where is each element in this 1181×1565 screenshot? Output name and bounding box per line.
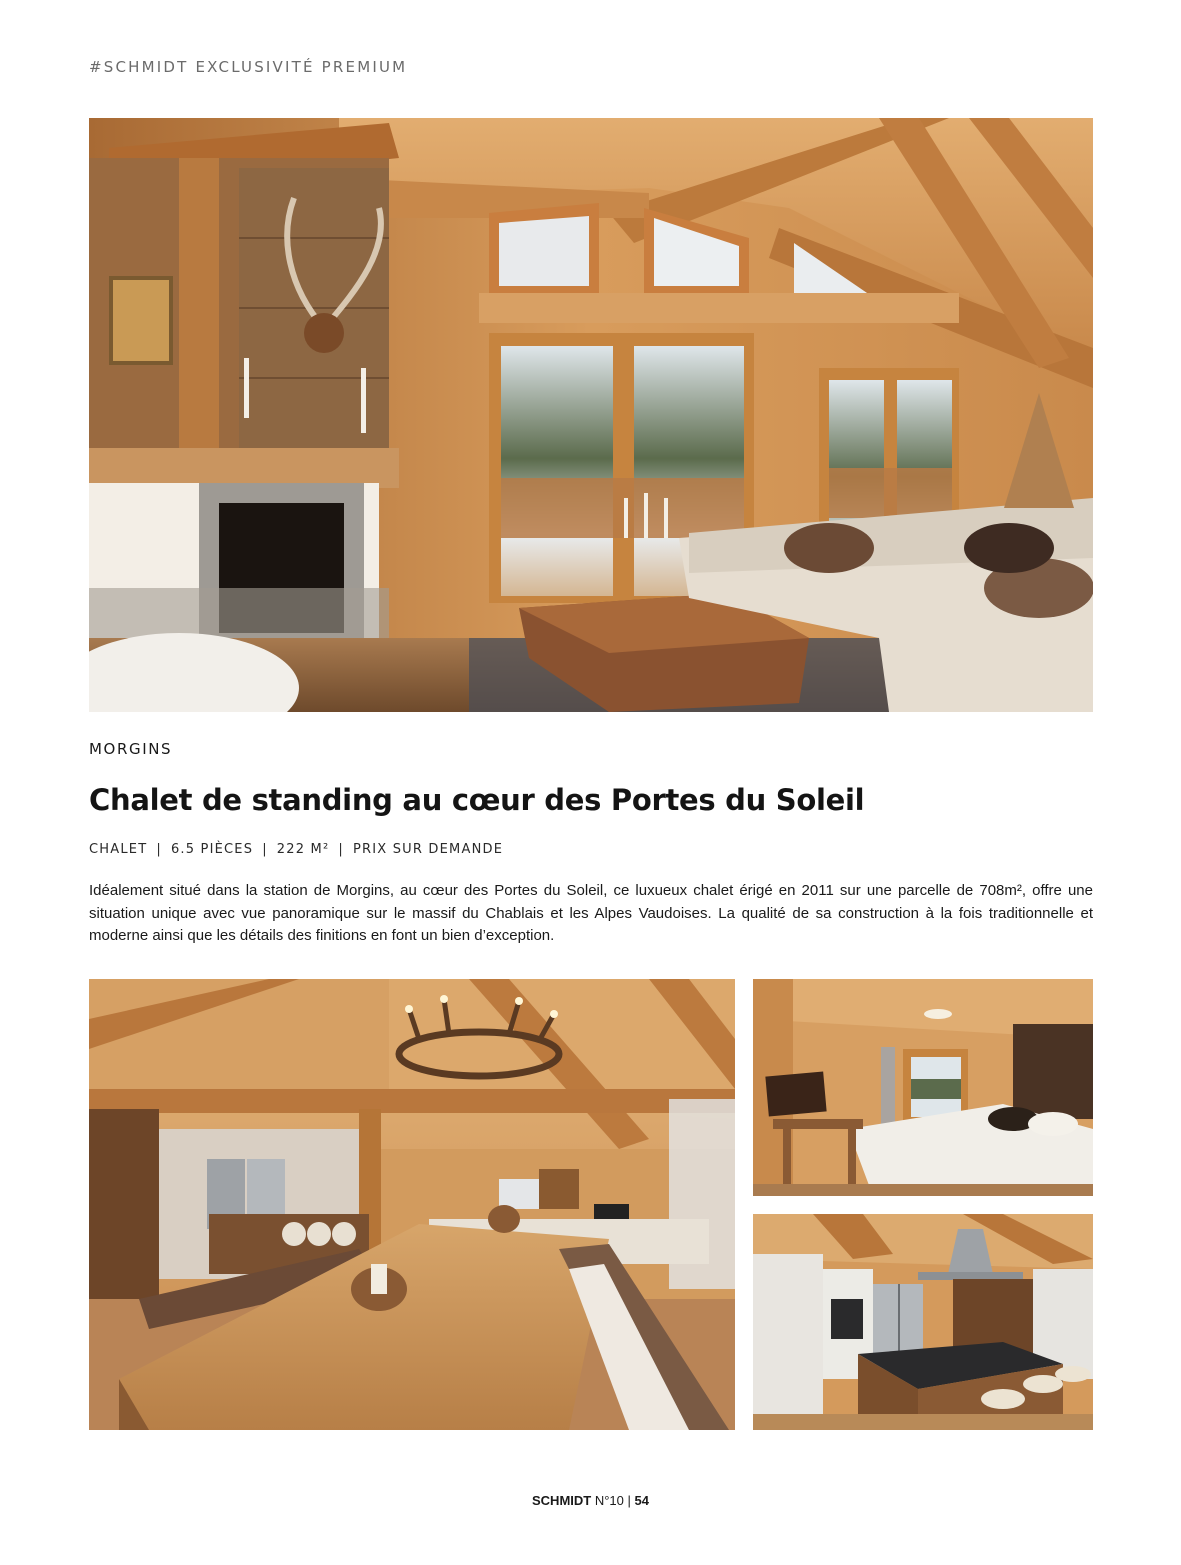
photo-bedroom xyxy=(753,979,1093,1196)
fact-separator: | xyxy=(156,842,162,857)
fact-separator: | xyxy=(338,842,344,857)
listing-description: Idéalement situé dans la station de Morgins, au cœur des Portes du Soleil, ce luxueux chalet érigé en 2011 sur une parcelle de 708m², offre une situation unique avec vue panoramique sur le massif du Chablais et les Alpes Vaudoises. La qualité de sa construction à la fois traditionnelle et moderne ainsi que les détails des finitions en font un bien d’exception. xyxy=(89,882,1093,944)
section-kicker: #SCHMIDT EXCLUSIVITÉ PREMIUM xyxy=(89,58,408,76)
footer-issue: N°10 xyxy=(594,1493,624,1508)
listing-facts xyxy=(89,842,503,857)
kitchen-illustration xyxy=(753,1214,1093,1430)
photo-dining-living xyxy=(89,979,735,1430)
page-number: 54 xyxy=(634,1493,649,1508)
listing-location: MORGINS xyxy=(89,740,173,758)
fact-rooms: 6.5 PIÈCES xyxy=(170,842,254,857)
fact-surface: 222 M² xyxy=(276,842,330,857)
hero-photo-living-room xyxy=(89,118,1093,712)
page-footer xyxy=(0,1493,1181,1508)
photo-kitchen xyxy=(753,1214,1093,1430)
living-room-illustration xyxy=(89,118,1093,712)
bedroom-illustration xyxy=(753,979,1093,1196)
fact-separator: | xyxy=(262,842,268,857)
footer-divider: | xyxy=(627,1493,631,1508)
footer-brand: SCHMIDT xyxy=(532,1493,592,1508)
fact-type: CHALET xyxy=(89,842,148,857)
listing-title: Chalet de standing au cœur des Portes du Soleil xyxy=(89,783,865,817)
fact-price: PRIX SUR DEMANDE xyxy=(352,842,504,857)
dining-room-illustration xyxy=(89,979,735,1430)
